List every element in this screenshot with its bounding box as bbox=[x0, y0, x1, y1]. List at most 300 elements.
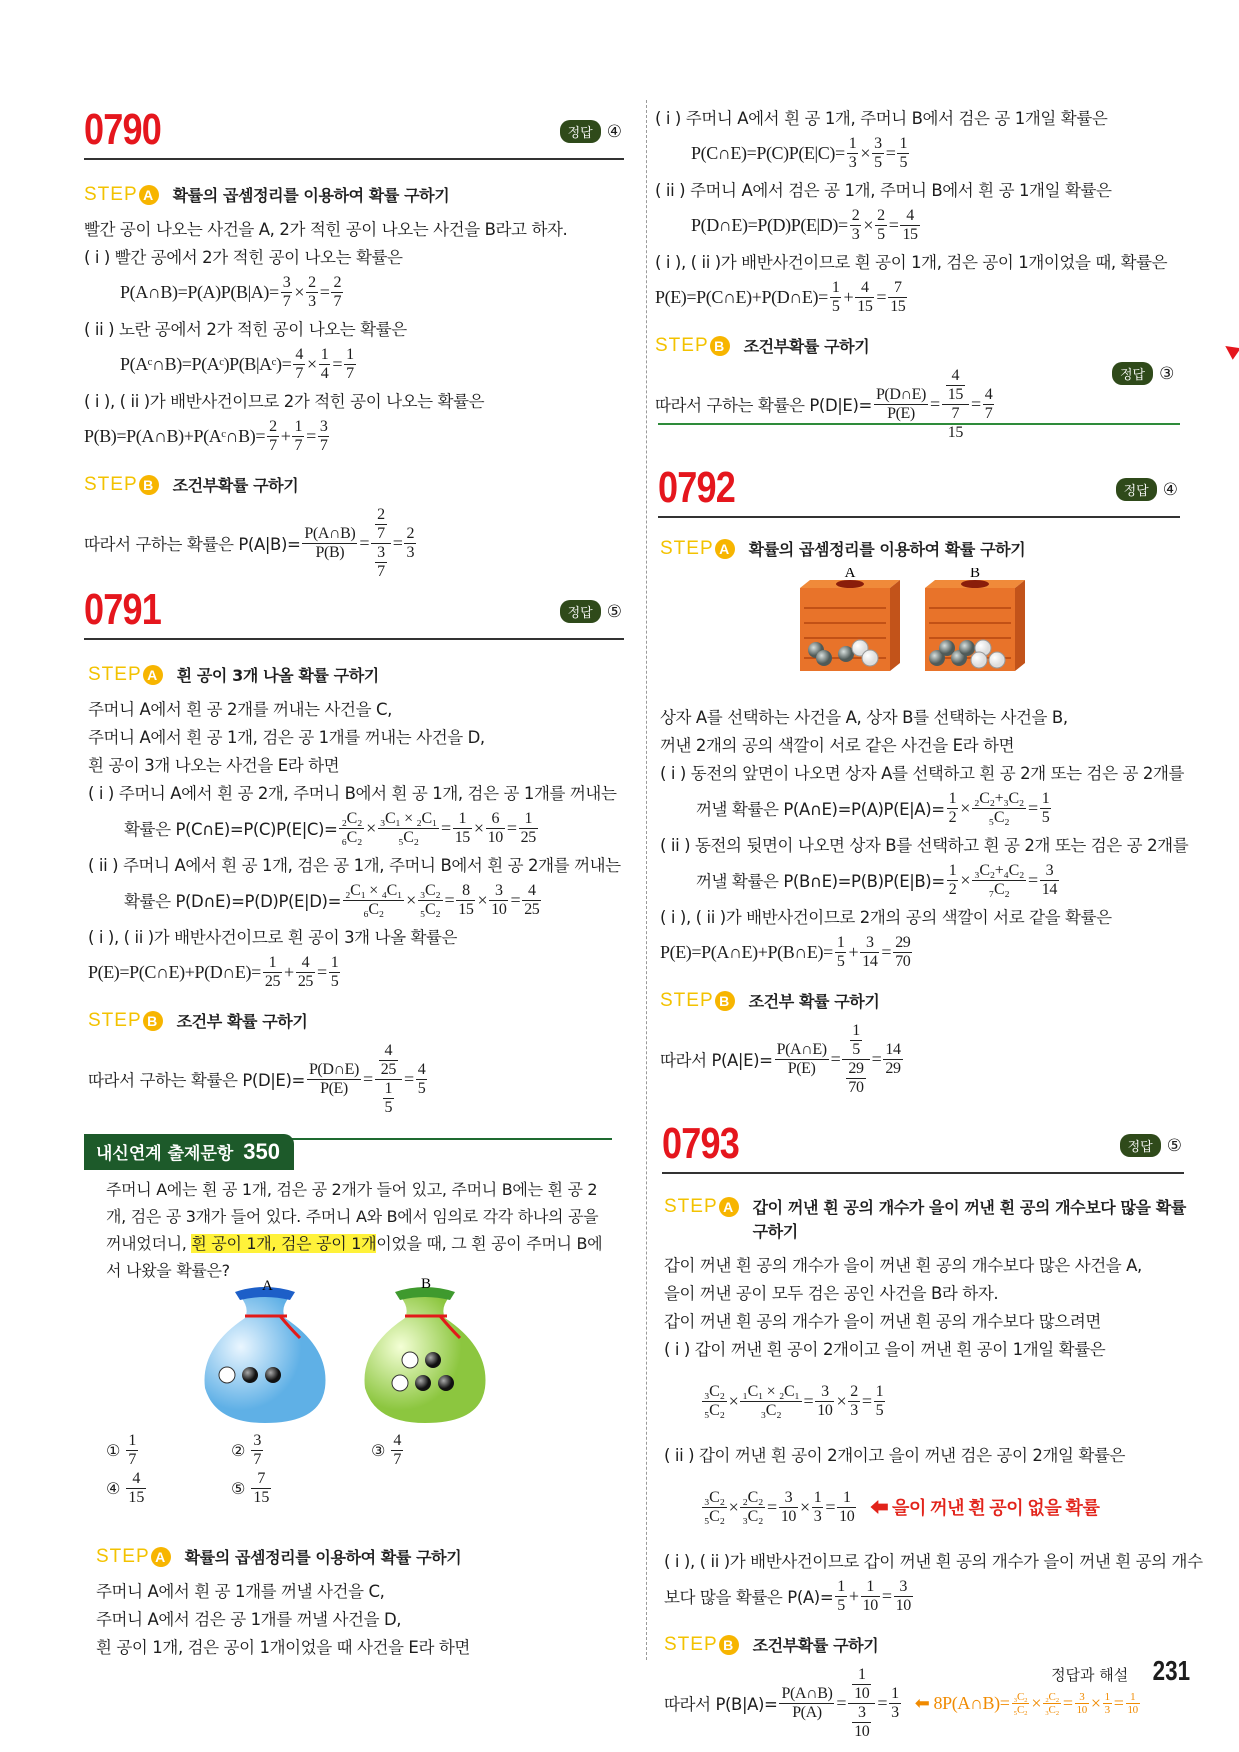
fraction-numerator: P(D∩E) bbox=[875, 385, 926, 403]
fraction-denominator: 5 bbox=[875, 1401, 884, 1419]
text-run: × bbox=[960, 797, 971, 818]
step-title: 조건부확률 구하기 bbox=[172, 476, 299, 495]
fraction-denominator: 5 bbox=[1041, 808, 1050, 826]
bags-illustration bbox=[190, 1278, 550, 1428]
fraction-numerator: P(A∩B) bbox=[304, 524, 356, 542]
text-run: 꺼낸 2개의 공의 색깔이 서로 같은 사건을 E라 하면 bbox=[660, 736, 1015, 755]
solution-line bbox=[96, 1576, 641, 1604]
bag-b-label: B bbox=[421, 1278, 432, 1292]
fraction-numerator: 2 bbox=[877, 206, 885, 224]
text-run: × bbox=[1090, 1692, 1101, 1713]
fraction bbox=[1075, 1691, 1089, 1716]
fraction-denominator: 5 bbox=[877, 225, 885, 243]
text-run: P(A∩B)=P(A)P(B|A)= bbox=[120, 281, 279, 302]
fraction bbox=[946, 367, 965, 404]
fraction-numerator: 1 bbox=[453, 810, 472, 829]
text-run: = bbox=[861, 1390, 872, 1411]
fraction bbox=[702, 1383, 727, 1420]
solution-line bbox=[88, 694, 633, 722]
step-title: 갑이 꺼낸 흰 공의 개수가 을이 꺼낸 흰 공의 개수보다 많을 확률 구하기 bbox=[752, 1198, 1186, 1241]
choice-mark: ① bbox=[106, 1441, 121, 1460]
fraction-denominator: 15 bbox=[253, 1489, 270, 1506]
step-heading bbox=[84, 474, 629, 498]
fraction-numerator: 1 bbox=[891, 1684, 899, 1702]
text-run: 확률은 P(D∩E)=P(D)P(E|D)= bbox=[124, 892, 341, 911]
step-word: STEP bbox=[660, 538, 714, 559]
problem-highlight: 흰 공이 1개, 검은 공이 1개 bbox=[191, 1234, 377, 1253]
fraction-numerator: 1 bbox=[837, 1489, 856, 1508]
step-letter-icon: A bbox=[143, 665, 163, 685]
fraction-denominator: ₅C₂ bbox=[988, 808, 1010, 826]
fraction-numerator bbox=[371, 506, 391, 544]
answer-badge bbox=[1120, 1134, 1182, 1157]
fraction-denominator: ₃C₂ bbox=[742, 1507, 764, 1525]
solution-line bbox=[660, 830, 1205, 858]
fraction-numerator: 3 bbox=[377, 543, 385, 561]
step-label bbox=[660, 538, 735, 560]
fraction bbox=[874, 386, 928, 423]
fraction-numerator: 1 bbox=[836, 933, 845, 951]
solution-line bbox=[660, 702, 1205, 730]
text-run: = bbox=[1062, 1692, 1073, 1713]
solution-line bbox=[96, 1604, 641, 1632]
fraction-numerator: 7 bbox=[888, 279, 907, 298]
fraction-numerator: 3 bbox=[1040, 862, 1059, 881]
fraction-numerator: 3 bbox=[319, 417, 328, 435]
step-letter-icon: B bbox=[139, 475, 159, 495]
fraction-denominator: 70 bbox=[848, 1078, 864, 1096]
text-run: = bbox=[929, 393, 940, 414]
fraction-denominator: ₆C₂ bbox=[341, 828, 363, 846]
text-run: 따라서 구하는 확률은 P(D|E)= bbox=[88, 1071, 305, 1090]
fraction bbox=[947, 862, 959, 899]
fraction-denominator: 15 bbox=[857, 297, 873, 315]
fraction-denominator: 25 bbox=[297, 972, 314, 990]
text-run: 주머니 A에서 흰 공 1개, 검은 공 1개를 꺼내는 사건을 D, bbox=[88, 728, 485, 747]
fraction bbox=[418, 882, 443, 919]
fraction-numerator: 4 bbox=[900, 207, 919, 226]
fraction-numerator: 4 bbox=[393, 1432, 402, 1449]
column-divider bbox=[646, 100, 647, 1660]
step-heading bbox=[655, 335, 1200, 359]
fraction bbox=[126, 1470, 146, 1507]
step-word: STEP bbox=[664, 1634, 718, 1655]
side-note bbox=[915, 1691, 1142, 1716]
answer-choice-1[interactable] bbox=[106, 1432, 140, 1469]
fraction bbox=[875, 207, 887, 244]
linked-problem-header bbox=[92, 1138, 612, 1174]
text-run: P(Aᶜ∩B)=P(Aᶜ)P(B|Aᶜ)= bbox=[120, 353, 292, 374]
fraction bbox=[779, 1489, 798, 1526]
text-run: ( ii ) 동전의 뒷면이 나오면 상자 B를 선택하고 흰 공 2개 또는 검은 공 2개를 bbox=[660, 836, 1189, 855]
fraction bbox=[302, 525, 357, 562]
fraction bbox=[848, 1383, 860, 1420]
step-title: 조건부 확률 구하기 bbox=[176, 1012, 308, 1031]
fraction-denominator: 10 bbox=[1127, 1703, 1138, 1716]
fraction bbox=[307, 1061, 361, 1098]
fraction-denominator: ₃C₂ bbox=[1045, 1703, 1059, 1716]
fraction-denominator: 70 bbox=[895, 952, 911, 970]
text-run: ( i ) 빨간 공에서 2가 적힌 공이 나오는 확률은 bbox=[84, 248, 403, 267]
fraction-numerator: P(A∩B) bbox=[781, 1684, 833, 1702]
fraction bbox=[894, 1578, 913, 1615]
fraction bbox=[489, 882, 508, 919]
fraction bbox=[519, 810, 538, 847]
fraction-denominator: 10 bbox=[839, 1507, 855, 1525]
fraction bbox=[812, 1489, 824, 1526]
text-run: 갑이 꺼낸 흰 공의 개수가 을이 꺼낸 흰 공의 개수보다 많은 사건을 A, bbox=[664, 1256, 1142, 1275]
fraction-numerator: 1 bbox=[384, 1079, 393, 1097]
fraction-numerator: ₃C₂+₄C₂ bbox=[974, 861, 1025, 879]
fraction-denominator: 7 bbox=[269, 436, 277, 454]
fraction-denominator: 3 bbox=[848, 153, 857, 171]
text-run: = bbox=[392, 532, 403, 553]
fraction-denominator: 25 bbox=[524, 900, 540, 918]
fraction-numerator: ₁C₁ × ₂C₁ bbox=[742, 1382, 800, 1400]
step-word: STEP bbox=[88, 1010, 142, 1031]
step-letter-icon: B bbox=[719, 1635, 739, 1655]
fraction bbox=[874, 1383, 886, 1420]
fraction-numerator: 3 bbox=[852, 1704, 871, 1723]
text-run: 따라서 구하는 확률은 P(D|E)= bbox=[655, 396, 872, 415]
text-run: 을이 꺼낸 공이 모두 검은 공인 사건을 B라 하자. bbox=[664, 1284, 999, 1303]
text-run: 꺼낼 확률은 P(B∩E)=P(B)P(E|B)= bbox=[696, 872, 945, 891]
fraction-denominator: 5 bbox=[899, 153, 908, 171]
fraction-denominator: 3 bbox=[851, 225, 860, 243]
fraction-denominator: 5 bbox=[330, 972, 339, 990]
answer-value: ④ bbox=[1162, 479, 1178, 500]
fraction bbox=[293, 346, 305, 383]
fraction bbox=[835, 1578, 847, 1615]
step-title: 확률의 곱셈정리를 이용하여 확률 구하기 bbox=[748, 540, 1026, 559]
text-run: ( i ), ( ii )가 배반사건이므로 2가 적힌 공이 나오는 확률은 bbox=[84, 392, 485, 411]
fraction bbox=[900, 207, 919, 244]
fraction-numerator: 1 bbox=[1104, 1690, 1110, 1703]
fraction-numerator: 3 bbox=[1075, 1691, 1089, 1704]
solution-line bbox=[655, 203, 1200, 247]
step-word: STEP bbox=[664, 1196, 718, 1217]
solution-line bbox=[96, 1632, 641, 1660]
fraction-numerator: 2 bbox=[851, 206, 860, 224]
fraction-denominator: 5 bbox=[836, 952, 845, 970]
footer-label: 정답과 해설 bbox=[1051, 1666, 1129, 1684]
question-header-0791 bbox=[84, 584, 624, 640]
text-run: 확률은 P(C∩E)=P(C)P(E|C)= bbox=[124, 820, 338, 839]
fraction-denominator: 7 bbox=[319, 436, 328, 454]
step-heading bbox=[664, 1196, 1209, 1244]
fraction bbox=[1040, 790, 1052, 827]
fraction-numerator bbox=[942, 367, 969, 405]
text-run: = bbox=[885, 142, 896, 163]
fraction-denominator: 3 bbox=[1104, 1703, 1110, 1716]
text-run: = bbox=[306, 425, 316, 446]
fraction bbox=[850, 1022, 862, 1059]
fraction bbox=[815, 1383, 834, 1420]
fraction-numerator: 3 bbox=[779, 1489, 798, 1508]
text-run: 흰 공이 1개, 검은 공이 1개이었을 때 사건을 E라 하면 bbox=[96, 1638, 470, 1657]
fraction-denominator: P(A) bbox=[792, 1703, 822, 1721]
step-title: 조건부확률 구하기 bbox=[743, 337, 870, 356]
solution-line bbox=[655, 103, 1200, 131]
fraction-numerator: 4 bbox=[295, 345, 303, 363]
bag-b bbox=[365, 1287, 486, 1423]
fraction-denominator: 25 bbox=[264, 972, 281, 990]
step-letter-icon: B bbox=[715, 991, 735, 1011]
text-run: = bbox=[830, 1048, 841, 1069]
fraction bbox=[296, 954, 315, 991]
text-run: ( i ) 주머니 A에서 흰 공 2개, 주머니 B에서 흰 공 1개, 검은 공 1개를 꺼내는 bbox=[88, 784, 617, 803]
text-run: = bbox=[332, 353, 343, 374]
text-run: P(D∩E)=P(D)P(E|D)= bbox=[691, 214, 848, 235]
solution-line bbox=[660, 730, 1205, 758]
fraction-denominator: 10 bbox=[854, 1684, 870, 1702]
text-run: = bbox=[881, 1585, 892, 1606]
fraction-denominator: 7 bbox=[282, 292, 291, 310]
solution-line bbox=[664, 1306, 1209, 1334]
fraction-denominator: 15 bbox=[947, 385, 963, 403]
solution-line bbox=[660, 1020, 1205, 1098]
fraction-numerator: ₃C₂ bbox=[704, 1382, 725, 1400]
fraction bbox=[343, 882, 404, 919]
fraction-denominator: 5 bbox=[384, 1098, 393, 1116]
fraction-numerator: 1 bbox=[852, 1666, 871, 1685]
fraction-denominator: 3 bbox=[308, 292, 316, 310]
fraction-numerator bbox=[848, 1666, 875, 1704]
text-run: ( i ) 갑이 꺼낸 흰 공이 2개이고 을이 꺼낸 흰 공이 1개일 확률은 bbox=[664, 1340, 1106, 1359]
fraction-denominator: 29 bbox=[885, 1059, 901, 1077]
fraction-denominator: 5 bbox=[417, 1079, 426, 1097]
fraction bbox=[740, 1489, 765, 1526]
choice-mark: ② bbox=[231, 1441, 246, 1460]
text-run: = bbox=[876, 286, 887, 307]
fraction-denominator: 7 bbox=[294, 436, 303, 454]
solution-line bbox=[660, 930, 1205, 974]
solution-line bbox=[88, 950, 633, 994]
fraction bbox=[375, 1042, 402, 1117]
fraction-denominator: 7 bbox=[128, 1451, 137, 1468]
fraction-denominator: P(E) bbox=[320, 1079, 348, 1097]
fraction-numerator: 1 bbox=[294, 417, 303, 435]
answer-badge bbox=[1116, 478, 1178, 501]
text-run: ( i ), ( ii )가 배반사건이므로 갑이 꺼낸 흰 공의 개수가 을이 꺼낸 흰 공의 개수 bbox=[664, 1552, 1203, 1571]
fraction-denominator: ₇C₂ bbox=[988, 880, 1010, 898]
step-word: STEP bbox=[96, 1546, 150, 1567]
step-letter-icon: A bbox=[715, 539, 735, 559]
fraction-denominator: 7 bbox=[377, 524, 385, 542]
fraction-denominator: ₃C₂ bbox=[760, 1401, 782, 1419]
fraction-numerator: 1 bbox=[837, 1577, 845, 1595]
fraction bbox=[888, 279, 907, 316]
fraction-numerator bbox=[842, 1022, 869, 1060]
page-number: 231 bbox=[1152, 1655, 1191, 1686]
solution-line bbox=[84, 214, 629, 242]
step-label bbox=[84, 184, 159, 206]
solution-line bbox=[664, 1468, 1209, 1546]
solution-line bbox=[84, 342, 629, 386]
solution-line bbox=[655, 275, 1200, 319]
answer-value: ⑤ bbox=[606, 601, 622, 622]
step-letter-icon: A bbox=[719, 1197, 739, 1217]
boxes-illustration bbox=[790, 568, 1030, 698]
solution-line bbox=[660, 758, 1205, 786]
step-title: 조건부확률 구하기 bbox=[752, 1636, 879, 1655]
box-b bbox=[925, 580, 1025, 671]
text-run: ⬅ 8P(A∩B)= bbox=[914, 1692, 1010, 1713]
text-run: P(E)=P(C∩E)+P(D∩E)= bbox=[655, 286, 828, 307]
text-run: × bbox=[1031, 1692, 1042, 1713]
side-note bbox=[870, 1494, 1099, 1520]
fraction bbox=[846, 1060, 865, 1097]
text-run: × bbox=[728, 1390, 739, 1411]
solution-line bbox=[664, 1574, 1209, 1618]
fraction-denominator: ₅C₂ bbox=[1013, 1703, 1028, 1716]
fraction bbox=[942, 367, 969, 442]
fraction bbox=[339, 810, 364, 847]
text-run: × bbox=[473, 817, 484, 838]
text-run: ( i ), ( ii )가 배반사건이므로 흰 공이 3개 나올 확률은 bbox=[88, 928, 458, 947]
problem-text-start: 주머니 A에는 흰 공 1개, 검은 공 2개가 들어 있고, 주머니 B에는 흰 공 2개, 검은 공 3개가 들어 있다. 주머니 A와 B에서 임의로 각각 하나의 공을 꺼내었더니, bbox=[106, 1180, 599, 1253]
fraction bbox=[972, 862, 1026, 899]
fraction-denominator: 15 bbox=[947, 423, 963, 441]
fraction-numerator: ₃C₁ × ₂C₁ bbox=[379, 809, 437, 827]
fraction bbox=[281, 274, 293, 311]
answer-choice-3[interactable] bbox=[371, 1432, 405, 1469]
step-label bbox=[655, 335, 730, 357]
fraction-numerator: ₂C₂ bbox=[1045, 1690, 1059, 1703]
step-label bbox=[664, 1196, 739, 1218]
solution-problem bbox=[96, 1530, 641, 1660]
solution-line bbox=[88, 778, 633, 806]
fraction bbox=[847, 135, 859, 172]
fraction bbox=[972, 790, 1026, 827]
fraction-denominator: ₅C₂ bbox=[419, 900, 441, 918]
text-run: = bbox=[888, 214, 899, 235]
text-run: + bbox=[843, 286, 854, 307]
fraction-numerator: ₃C₂ bbox=[419, 881, 441, 899]
fraction-denominator: 7 bbox=[984, 404, 993, 422]
fraction-numerator: 4 bbox=[296, 954, 315, 973]
fraction-denominator: 3 bbox=[850, 1401, 858, 1419]
fraction bbox=[391, 1432, 403, 1469]
fraction bbox=[740, 1383, 801, 1420]
fraction-numerator: 3 bbox=[489, 882, 508, 901]
section-divider bbox=[658, 423, 1180, 425]
fraction bbox=[375, 544, 387, 581]
fraction bbox=[897, 135, 909, 172]
text-run: × bbox=[406, 889, 416, 910]
text-run: × bbox=[366, 817, 376, 838]
text-run: = bbox=[871, 1048, 882, 1069]
page-footer bbox=[1051, 1655, 1195, 1687]
answer-value: ③ bbox=[1159, 363, 1175, 384]
fraction bbox=[837, 1489, 856, 1526]
solution-line bbox=[88, 850, 633, 878]
text-run: = bbox=[1113, 1692, 1124, 1713]
fraction-numerator: 2 bbox=[377, 505, 385, 523]
fraction bbox=[1043, 1691, 1061, 1716]
solution-line bbox=[84, 414, 629, 458]
text-run: × bbox=[294, 281, 305, 302]
text-run: 주머니 A에서 흰 공 2개를 꺼내는 사건을 C, bbox=[88, 700, 392, 719]
text-run: = bbox=[1027, 797, 1038, 818]
text-run: = bbox=[1028, 869, 1038, 890]
solution-line bbox=[88, 878, 633, 922]
answer-badge bbox=[560, 120, 622, 143]
text-run: = bbox=[767, 1496, 777, 1517]
fraction-denominator: 4 bbox=[320, 364, 329, 382]
fraction-numerator: ₂C₂ bbox=[742, 1488, 764, 1506]
fraction bbox=[893, 934, 912, 971]
text-run: P(E)=P(C∩E)+P(D∩E)= bbox=[88, 961, 261, 982]
solution-line bbox=[655, 175, 1200, 203]
fraction-numerator: 1 bbox=[263, 954, 282, 973]
text-run: = bbox=[362, 1068, 373, 1089]
answer-value: ④ bbox=[606, 121, 622, 142]
fraction-numerator: 2 bbox=[333, 273, 342, 291]
solution-line bbox=[655, 131, 1200, 175]
fraction-denominator: 3 bbox=[813, 1507, 822, 1525]
fraction-denominator: 15 bbox=[454, 828, 470, 846]
text-run: P(E)=P(A∩E)+P(B∩E)= bbox=[660, 941, 833, 962]
fraction-numerator: 2 bbox=[308, 273, 316, 291]
text-run: = bbox=[510, 889, 521, 910]
step-title: 조건부 확률 구하기 bbox=[748, 992, 880, 1011]
text-run: = bbox=[881, 941, 892, 962]
fraction bbox=[331, 274, 343, 311]
answer-badge bbox=[1112, 362, 1174, 385]
answer-choice-5[interactable] bbox=[231, 1470, 273, 1507]
choice-mark: ⑤ bbox=[231, 1479, 246, 1498]
fraction bbox=[456, 882, 475, 919]
answer-pill: 정답 bbox=[1112, 362, 1153, 385]
fraction-denominator: 15 bbox=[890, 297, 906, 315]
bag-a bbox=[205, 1287, 326, 1423]
fraction-numerator: 1 bbox=[813, 1488, 822, 1506]
answer-choice-4[interactable] bbox=[106, 1470, 148, 1507]
fraction-numerator: 1 bbox=[948, 861, 957, 879]
fraction bbox=[375, 506, 387, 543]
fraction bbox=[842, 1022, 869, 1097]
text-run: ( i ) 주머니 A에서 흰 공 1개, 주머니 B에서 검은 공 1개일 확률은 bbox=[655, 109, 1108, 128]
fraction bbox=[850, 207, 862, 244]
bag-a-label: A bbox=[262, 1278, 273, 1294]
fraction-numerator: ₂C₂+₃C₂ bbox=[974, 789, 1024, 807]
fraction-numerator: 1 bbox=[519, 810, 538, 829]
text-run: ( ii ) 주머니 A에서 흰 공 1개, 검은 공 1개, 주머니 B에서 흰 공 2개를 꺼내는 bbox=[88, 856, 621, 875]
box-b-label: B bbox=[969, 568, 981, 581]
fraction-denominator: 3 bbox=[891, 1703, 899, 1721]
fraction bbox=[983, 386, 995, 423]
box-a-label: A bbox=[844, 568, 856, 581]
fraction-denominator: 25 bbox=[520, 828, 536, 846]
text-run: = bbox=[877, 1692, 888, 1713]
fraction bbox=[883, 1041, 902, 1078]
step-letter-icon: A bbox=[139, 185, 159, 205]
fraction bbox=[830, 279, 842, 316]
text-run: × bbox=[863, 214, 874, 235]
text-run: 따라서 P(A|E)= bbox=[660, 1051, 773, 1070]
step-label bbox=[88, 1010, 163, 1032]
fraction bbox=[126, 1432, 138, 1469]
fraction-denominator: 25 bbox=[380, 1060, 396, 1078]
text-run: × bbox=[800, 1496, 810, 1517]
fraction-numerator: 3 bbox=[860, 934, 879, 953]
step-word: STEP bbox=[84, 474, 138, 495]
answer-choice-2[interactable] bbox=[231, 1432, 265, 1469]
fraction-denominator: 15 bbox=[128, 1489, 145, 1506]
text-run: = bbox=[970, 393, 981, 414]
step-a-0792 bbox=[660, 522, 1205, 568]
